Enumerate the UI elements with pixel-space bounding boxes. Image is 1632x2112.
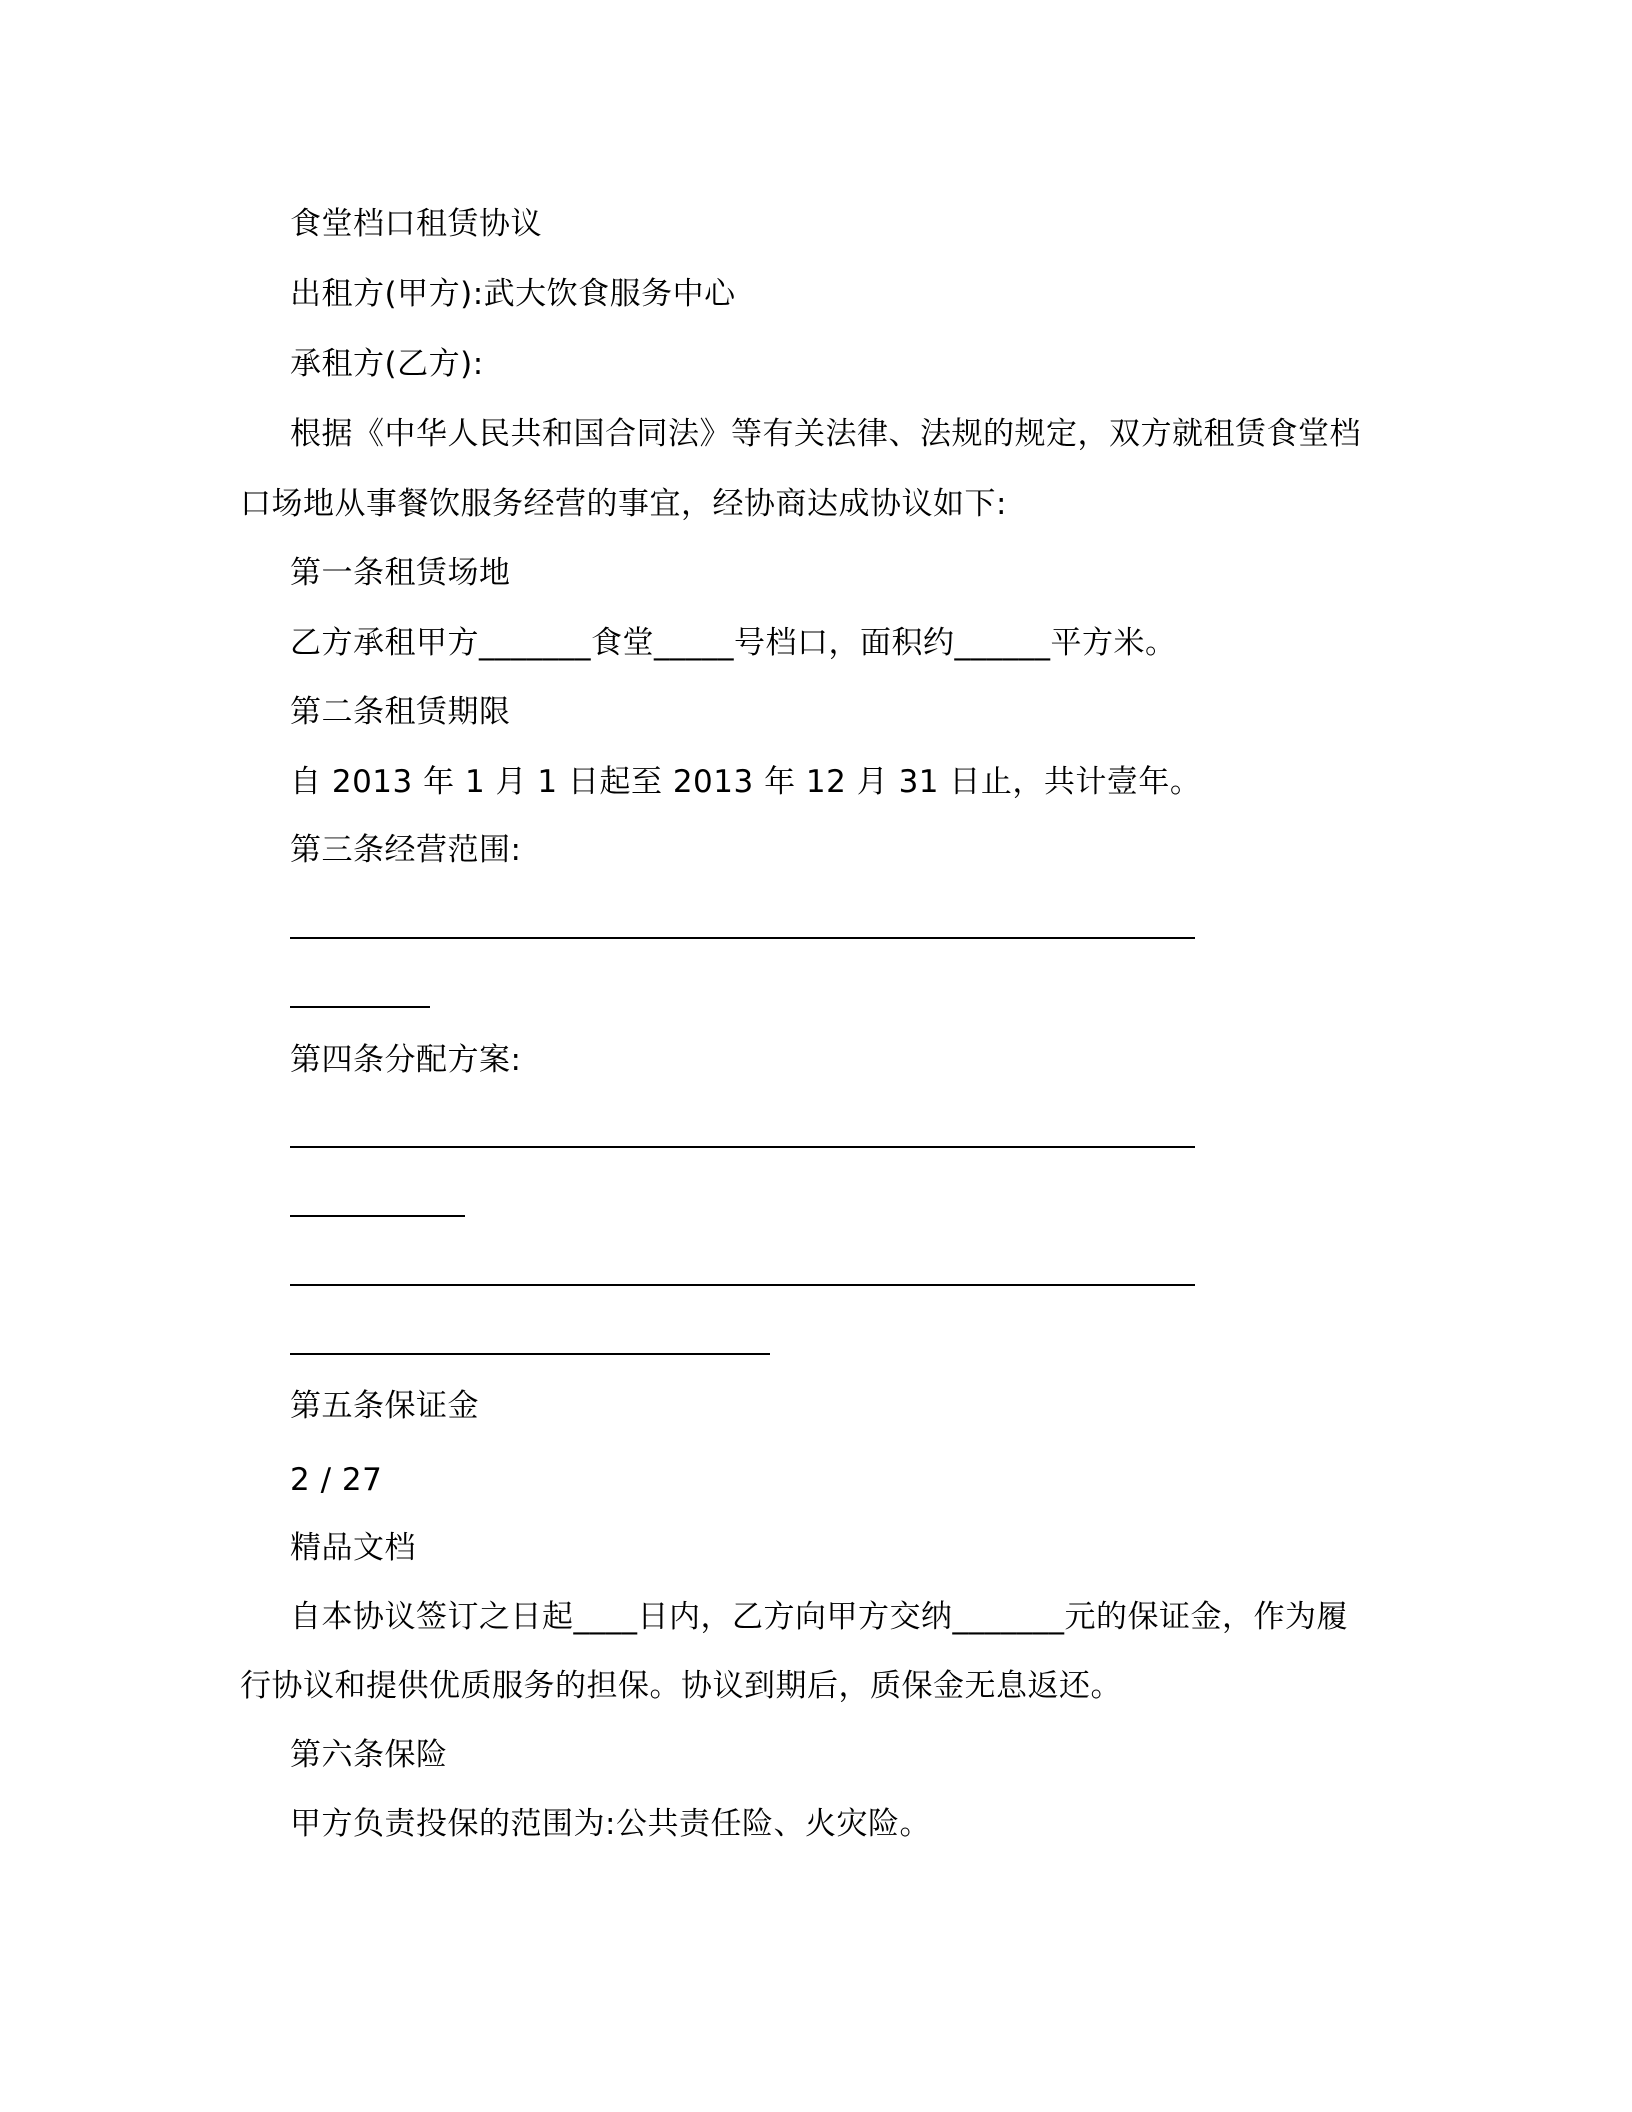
article-2-text: 自 2013 年 1 月 1 日起至 2013 年 12 月 31 日止，共计壹年。	[290, 764, 1202, 800]
preamble-line-1: 根据《中华人民共和国合同法》等有关法律、法规的规定，双方就租赁食堂档	[290, 416, 1361, 452]
blank-line	[290, 937, 1195, 939]
article-5-text-line-2: 行协议和提供优质服务的担保。协议到期后，质保金无息返还。	[240, 1668, 1122, 1704]
preamble-line-2: 口场地从事餐饮服务经营的事宜，经协商达成协议如下:	[240, 486, 1007, 522]
document-title: 食堂档口租赁协议	[290, 206, 542, 242]
lessor-line: 出租方(甲方):武大饮食服务中心	[290, 276, 736, 312]
article-6-heading: 第六条保险	[290, 1737, 448, 1773]
article-2-heading: 第二条租赁期限	[290, 694, 511, 730]
article-1-heading: 第一条租赁场地	[290, 555, 511, 591]
article-3-heading: 第三条经营范围:	[290, 832, 522, 868]
lessee-line: 承租方(乙方):	[290, 346, 484, 382]
watermark-label: 精品文档	[290, 1530, 416, 1566]
blank-line	[290, 1353, 770, 1355]
article-1-text: 乙方承租甲方_______食堂_____号档口，面积约______平方米。	[290, 625, 1177, 661]
article-4-heading: 第四条分配方案:	[290, 1042, 522, 1078]
blank-line	[290, 1146, 1195, 1148]
page-number: 2 / 27	[290, 1462, 383, 1498]
article-6-text: 甲方负责投保的范围为:公共责任险、火灾险。	[290, 1806, 931, 1842]
article-5-text-line-1: 自本协议签订之日起____日内，乙方向甲方交纳_______元的保证金，作为履	[290, 1599, 1348, 1635]
article-5-heading: 第五条保证金	[290, 1388, 479, 1424]
blank-line	[290, 1215, 465, 1217]
blank-line	[290, 1006, 430, 1008]
blank-line	[290, 1284, 1195, 1286]
